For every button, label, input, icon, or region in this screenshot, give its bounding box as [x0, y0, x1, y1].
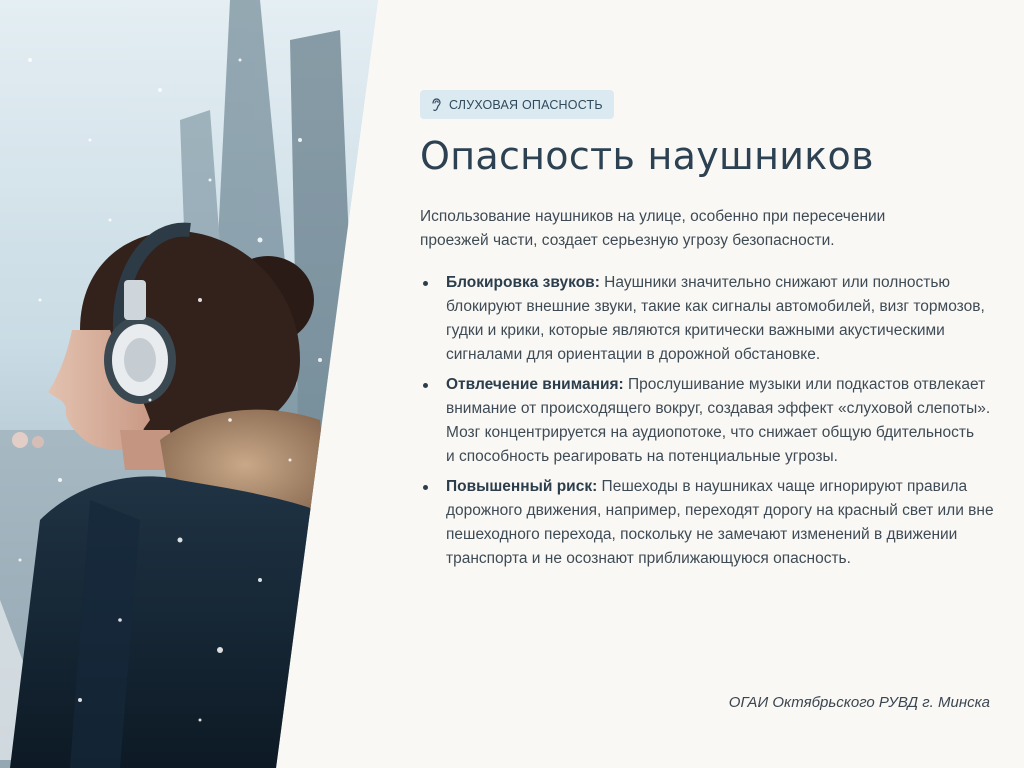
- ear-icon: [430, 98, 442, 112]
- bullet-text: Прослушивание музыки или подкастов отвлекает внимание от происходящего вокруг, создавая эффект «слуховой слепоты». Мозг концентрируется на аудиопотоке, что снижает общую бдительность: [446, 376, 991, 441]
- hero-photo: [0, 0, 380, 768]
- bullet-item-distraction: [420, 373, 1005, 469]
- topic-badge: [420, 90, 614, 119]
- bullet-text: Пешеходы в наушниках чаще игнорируют правила дорожного движения, например, переходят дорогу на красный свет или вне пешеходного перехода, поскольку не замечают изменений в движении транспорта и не осознают приближающуюся опасность.: [446, 478, 994, 567]
- content-panel: [420, 90, 1005, 577]
- hero-photo-illustration: [0, 0, 380, 768]
- bullet-heading: Блокировка звуков:: [446, 274, 600, 291]
- bullet-text: Наушники значительно снижают или полностью блокируют внешние звуки, такие как сигналы автомобилей, визг тормозов, гудки и крики, которые являются критически важными акустическими сигналами для ориентации в дорожной обстановке.: [446, 274, 985, 363]
- bullet-text-continued: и способность реагировать на потенциальные угрозы.: [446, 448, 838, 465]
- intro-paragraph: Использование наушников на улице, особенно при пересечении проезжей части, создает серьезную угрозу безопасности.: [420, 208, 886, 249]
- bullet-item-increased-risk: [420, 475, 1005, 571]
- bullet-dot: [423, 485, 428, 490]
- footer-credit: ОГАИ Октябрьского РУВД г. Минска: [728, 694, 990, 711]
- bullet-dot: [423, 281, 428, 286]
- page-title: Опасность наушников: [420, 134, 874, 178]
- topic-badge-label: СЛУХОВАЯ ОПАСНОСТЬ: [449, 97, 603, 112]
- bullet-list: [420, 271, 1005, 571]
- bullet-dot: [423, 383, 428, 388]
- bullet-heading: Отвлечение внимания:: [446, 376, 624, 393]
- bullet-heading: Повышенный риск:: [446, 478, 598, 495]
- bullet-item-sound-blocking: [420, 271, 1005, 367]
